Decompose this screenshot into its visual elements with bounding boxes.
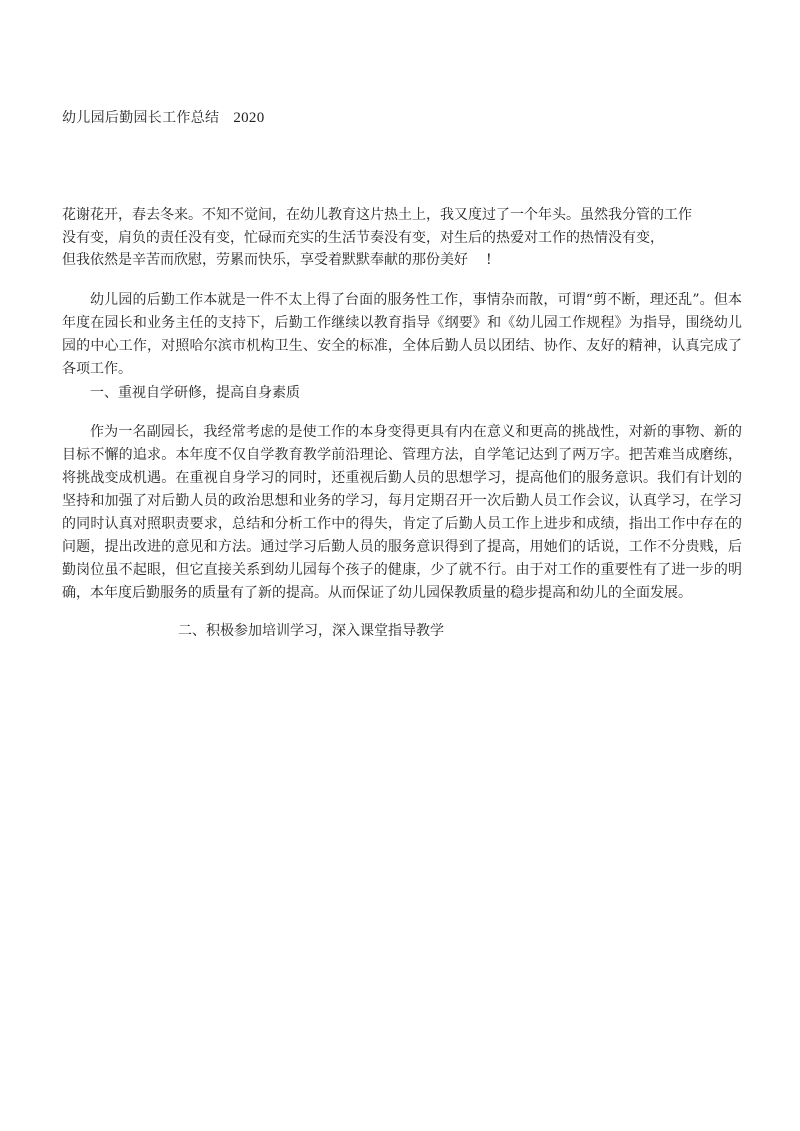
intro-line-last bbox=[62, 249, 752, 272]
intro-paragraph bbox=[62, 204, 752, 272]
body-paragraph-1: 幼儿园的后勤工作本就是一件不太上得了台面的服务性工作，事情杂而散，可谓“剪不断，理还乱”。但本年度在园长和业务主任的支持下，后勤工作继续以教育指导《纲要》和《幼儿园工作规程》为指导，围绕幼儿园的中心工作，对照哈尔滨市机构卫生、安全的标准，全体后勤人员以团结、协作、友好的精神，认真完成了各项工作。 bbox=[62, 292, 742, 377]
intro-line: 花谢花开，春去冬来。不知不觉间，在幼儿教育这片热土上，我又度过了一个年头。虽然我分管的工作 bbox=[62, 207, 692, 223]
document-title bbox=[62, 108, 265, 128]
intro-line: 没有变，肩负的责任没有变，忙碌而充实的生活节奏没有变，对生后的热爱对工作的热情没有变， bbox=[62, 229, 664, 246]
section-heading-2: 二、积极参加培训学习，深入课堂指导教学 bbox=[178, 623, 444, 639]
intro-end-mark: ! bbox=[486, 252, 492, 268]
intro-line-text: 但我依然是辛苦而欣慰，劳累而快乐，享受着默默奉献的那份美好 bbox=[62, 252, 468, 268]
section-heading-1: 一、重视自学研修，提高自身素质 bbox=[90, 385, 300, 401]
body-paragraph-2: 作为一名副园长，我经常考虑的是使工作的本身变得更具有内在意义和更高的挑战性，对新的事物、新的目标不懈的追求。本年度不仅自学教育教学前沿理论、管理方法，自学笔记达到了两万字。把苦难当成磨练，将挑战变成机遇。在重视自身学习的同时，还重视后勤人员的思想学习，提高他们的服务意识。我们有计划的坚持和加强了对后勤人员的政治思想和业务的学习，每月定期召开一次后勤人员工作会议，认真学习，在学习的同时认真对照职责要求，总结和分析工作中的得失，肯定了后勤人员工作上进步和成绩，指出工作中存在的问题，提出改进的意见和方法。通过学习后勤人员的服务意识得到了提高，用她们的话说，工作不分贵贱，后勤岗位虽不起眼，但它直接关系到幼儿园每个孩子的健康，少了就不行。由于对工作的重要性有了进一步的明确，本年度后勤服务的质量有了新的提高。从而保证了幼儿园保教质量的稳步提高和幼儿的全面发展。 bbox=[62, 424, 742, 601]
title-year: 2020 bbox=[233, 110, 265, 126]
title-text: 幼儿园后勤园长工作总结 bbox=[62, 110, 220, 126]
